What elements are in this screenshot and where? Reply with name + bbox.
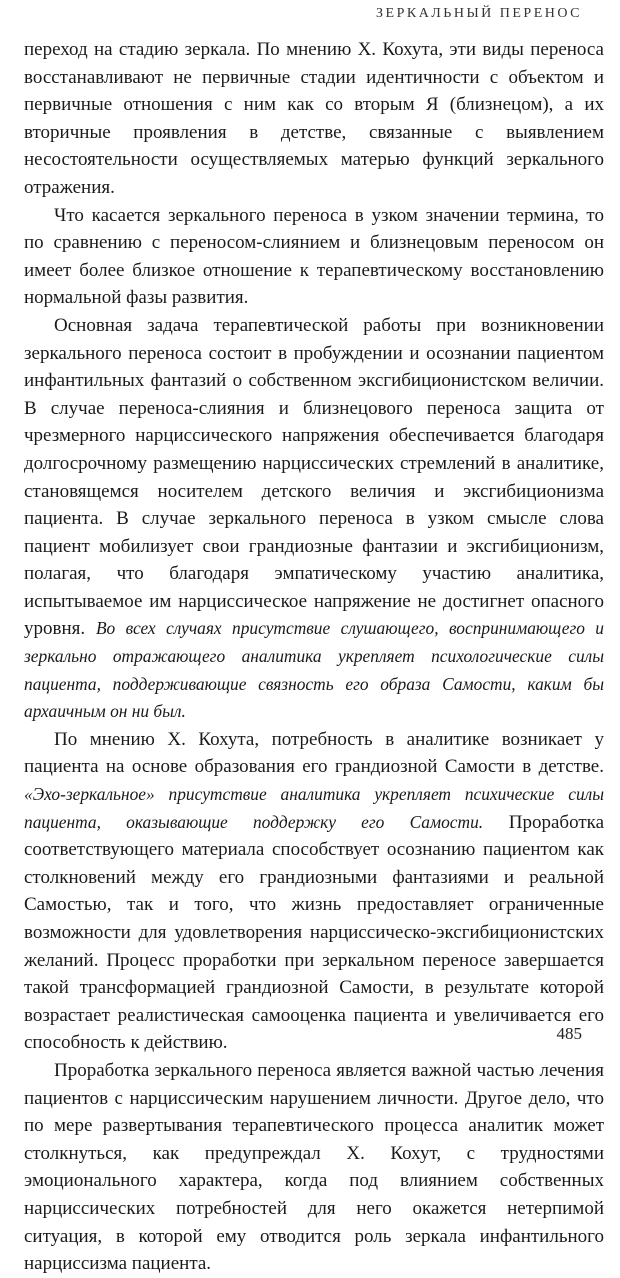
paragraph-4-italic: «Эхо-зеркальное» присутствие аналитика укрепляет психические силы пациента, оказывающие поддержку его Самости. [24, 784, 604, 832]
paragraph-3-italic: Во всех случаях присутствие слушающего, воспринимающего и зеркально отражающего аналитика укрепляет психологические силы пациента, поддерживающие связность его образа Самости, каким бы архаичным он ни был. [24, 618, 604, 722]
paragraph-4-text: По мнению Х. Кохута, потребность в аналитике возникает у пациента на основе образования его грандиозной Самости в детстве. [24, 728, 604, 778]
running-head: ЗЕРКАЛЬНЫЙ ПЕРЕНОС [376, 6, 582, 21]
paragraph-3-text: Основная задача терапевтической работы при возникновении зеркального переноса состоит в пробуждении и осознании пациентом инфантильных фантазий о собственном эксгибиционистском величии. В случае переноса-слияния и близнецового переноса защита от чрезмерного нарциссического напряжения обеспечивается благодаря долгосрочному размещению нарциссических стремлений в аналитике, становящемся носителем детского величия и эксгибиционизма пациента. В случае зеркального переноса в узком смысле слова пациент мобилизует свои грандиозные фантазии и эксгибиционизм, полагая, что благодаря эмпатическому участию аналитика, испытываемое им нарциссическое напряжение не достигнет опасного уровня. [24, 314, 604, 640]
paragraph-2 [24, 202, 604, 312]
paragraph-4-text-after: Проработка соответствующего материала способствует осознанию пациентом как столкновений между его грандиозными фантазиями и реальной Самостью, так и того, что жизнь предоставляет ограниченные возможности для удовлетворения нарциссическо-эксгибиционистских желаний. Процесс проработки при зеркальном переносе завершается такой трансформацией грандиозной Самости, в результате которой возрастает реалистическая самооценка пациента и увеличивается его способность к действию. [24, 811, 605, 1054]
paragraph-5-text: Проработка зеркального переноса является важной частью лечения пациентов с нарциссическим нарушением личности. Другое дело, что по мере развертывания терапевтического процесса аналитик может столкнуться, как предупреждал Х. Кохут, с трудностями эмоционального характера, когда под влиянием собственных нарциссических потребностей для него окажется нетерпимой ситуация, в которой ему отводится роль зеркала инфантильного нарциссизма пациента. [24, 1059, 604, 1275]
page-body [24, 36, 604, 1278]
paragraph-1-text: переход на стадию зеркала. По мнению Х. Кохута, эти виды переноса восстанавливают не первичные стадии идентичности с объектом и первичные отношения с ним как со вторым Я (близнецом), а их вторичные проявления в детстве, связанные с выявлением несостоятельности осуществляемых матерью функций зеркального отражения. [24, 39, 604, 198]
paragraph-1 [24, 36, 604, 202]
paragraph-2-text: Что касается зеркального переноса в узком значении термина, то по сравнению с переносом-слиянием и близнецовым переносом он имеет более близкое отношение к терапевтическому восстановлению нормальной фазы развития. [24, 204, 604, 309]
page-number: 485 [556, 1024, 582, 1043]
paragraph-4 [24, 726, 604, 1057]
paragraph-5 [24, 1057, 604, 1278]
paragraph-3 [24, 312, 604, 726]
